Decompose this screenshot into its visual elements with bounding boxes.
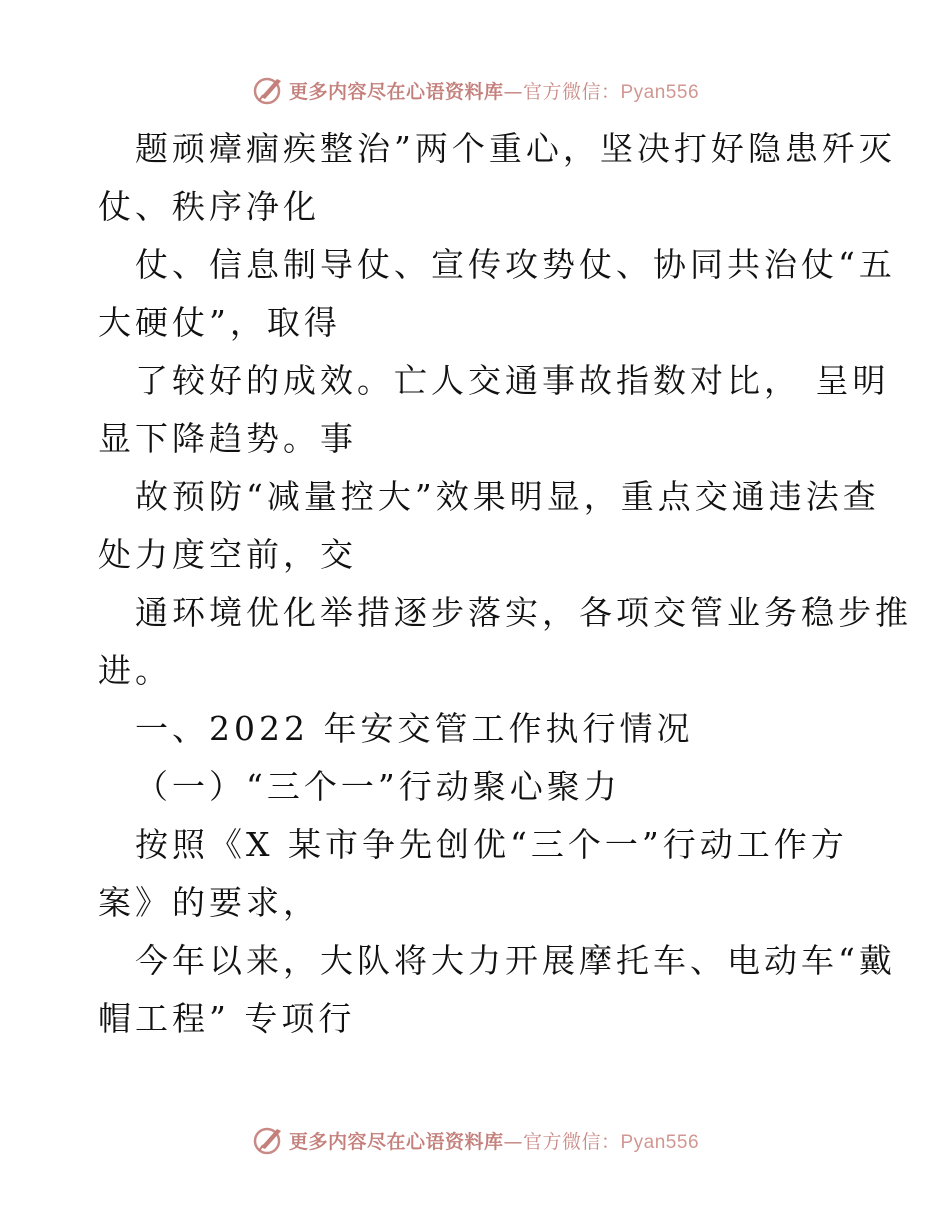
feather-pen-logo-icon	[251, 73, 285, 107]
text-line: 仗、秩序净化	[98, 187, 320, 226]
footer-watermark	[0, 1120, 950, 1160]
watermark-middle: 官方微信：	[522, 80, 621, 103]
text-line: 进。	[98, 651, 172, 690]
header-watermark	[0, 70, 950, 110]
text-line: 大硬仗”，取得	[98, 303, 341, 342]
watermark-prefix: 更多内容尽在心语资料库	[288, 80, 504, 103]
text-line: （一）“三个一”行动聚心聚力	[135, 767, 621, 806]
watermark-prefix: 更多内容尽在心语资料库	[288, 1130, 504, 1153]
watermark-text	[289, 1127, 699, 1154]
text-line: 按照《X 某市争先创优“三个一”行动工作方	[135, 825, 848, 864]
watermark-wechat-id: Pyan556	[620, 81, 700, 103]
watermark-dash: —	[503, 80, 523, 103]
text-line: 了较好的成效。亡人交通事故指数对比， 呈明	[135, 361, 890, 400]
text-line: 故预防“减量控大”效果明显，重点交通违法查	[135, 477, 880, 516]
watermark-middle: 官方微信：	[522, 1130, 621, 1153]
text-line: 显下降趋势。事	[98, 419, 357, 458]
text-line: 一、2022 年安交管工作执行情况	[135, 709, 694, 748]
watermark-dash: —	[503, 1130, 523, 1153]
text-line: 仗、信息制导仗、宣传攻势仗、协同共治仗“五	[135, 245, 896, 284]
text-line: 今年以来，大队将大力开展摩托车、电动车“戴	[135, 941, 896, 980]
text-line: 题顽瘴痼疾整治”两个重心，坚决打好隐患歼灭	[135, 129, 896, 168]
text-line: 案》的要求，	[98, 883, 320, 922]
document-body	[98, 120, 912, 1048]
text-line: 处力度空前，交	[98, 535, 357, 574]
text-line: 帽工程” 专项行	[98, 999, 356, 1038]
feather-pen-logo-icon	[251, 1123, 285, 1157]
text-line: 通环境优化举措逐步落实，各项交管业务稳步推	[135, 593, 912, 632]
watermark-text	[289, 77, 699, 104]
watermark-wechat-id: Pyan556	[620, 1131, 700, 1153]
